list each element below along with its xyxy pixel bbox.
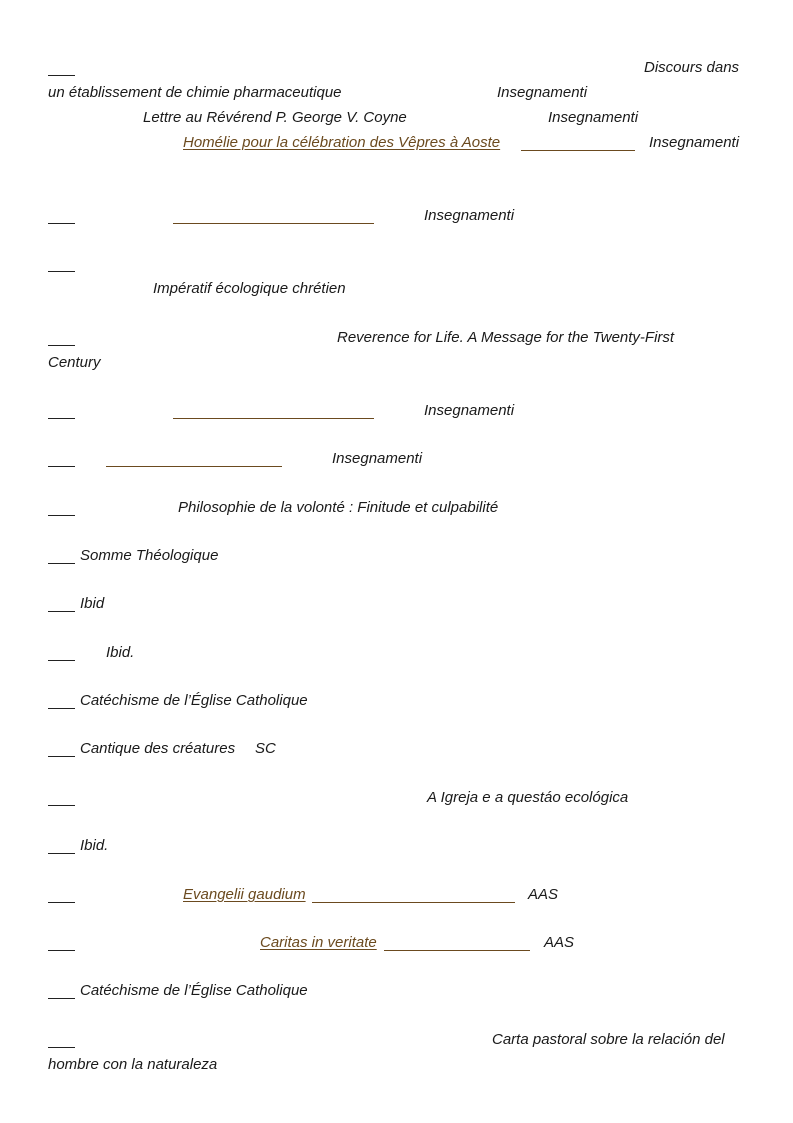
footnote-text: Insegnamenti	[548, 109, 639, 126]
footnote-text: Ibid.	[80, 837, 109, 854]
footnote-text: un établissement de chimie pharmaceutique	[48, 84, 342, 101]
footnote-text: Carta pastoral sobre la relación del	[492, 1031, 725, 1048]
footnote-marker	[48, 708, 75, 709]
footnote-marker	[48, 345, 75, 346]
link-underline	[312, 902, 515, 903]
link-underline	[106, 466, 282, 467]
footnote-link[interactable]: Caritas in veritate	[260, 934, 377, 951]
footnote-text: AAS	[544, 934, 575, 951]
footnote-marker	[48, 418, 75, 419]
footnote-marker	[48, 1047, 75, 1048]
footnote-link[interactable]: Evangelii gaudium	[183, 886, 306, 903]
footnote-marker	[48, 515, 75, 516]
footnote-text: Catéchisme de l’Église Catholique	[80, 692, 308, 709]
footnote-text: Reverence for Life. A Message for the Twenty-First	[337, 329, 675, 346]
footnote-marker	[48, 563, 75, 564]
footnote-marker	[48, 756, 75, 757]
footnote-marker	[48, 998, 75, 999]
footnote-text: Insegnamenti	[424, 207, 515, 224]
footnote-text: Cantique des créatures	[80, 740, 236, 757]
footnote-text: Insegnamenti	[424, 402, 515, 419]
footnote-link[interactable]: Homélie pour la célébration des Vêpres à Aoste	[183, 134, 501, 151]
footnote-text: Discours dans	[644, 59, 740, 76]
footnote-text: Philosophie de la volonté : Finitude et culpabilité	[178, 499, 499, 516]
footnote-text: Somme Théologique	[80, 547, 219, 564]
footnote-text: Ibid	[80, 595, 105, 612]
footnote-text: A Igreja e a questáo ecológica	[427, 789, 629, 806]
footnote-text: Insegnamenti	[497, 84, 588, 101]
footnote-marker	[48, 466, 75, 467]
link-underline	[521, 150, 635, 151]
footnote-marker	[48, 271, 75, 272]
footnote-text: AAS	[528, 886, 559, 903]
footnote-text: hombre con la naturaleza	[48, 1056, 218, 1073]
link-underline	[173, 418, 374, 419]
footnote-text: SC	[255, 740, 276, 757]
footnote-marker	[48, 660, 75, 661]
footnote-marker	[48, 902, 75, 903]
footnote-marker	[48, 853, 75, 854]
footnote-text: Impératif écologique chrétien	[153, 280, 346, 297]
footnote-marker	[48, 805, 75, 806]
footnote-text: Insegnamenti	[649, 134, 740, 151]
footnote-marker	[48, 223, 75, 224]
footnote-marker	[48, 75, 75, 76]
link-underline	[173, 223, 374, 224]
footnote-text: Catéchisme de l’Église Catholique	[80, 982, 308, 999]
footnote-marker	[48, 950, 75, 951]
footnote-marker	[48, 611, 75, 612]
footnote-text: Insegnamenti	[332, 450, 423, 467]
footnote-text: Lettre au Révérend P. George V. Coyne	[143, 109, 407, 126]
footnote-text: Century	[48, 354, 101, 371]
link-underline	[384, 950, 530, 951]
footnote-text: Ibid.	[106, 644, 135, 661]
